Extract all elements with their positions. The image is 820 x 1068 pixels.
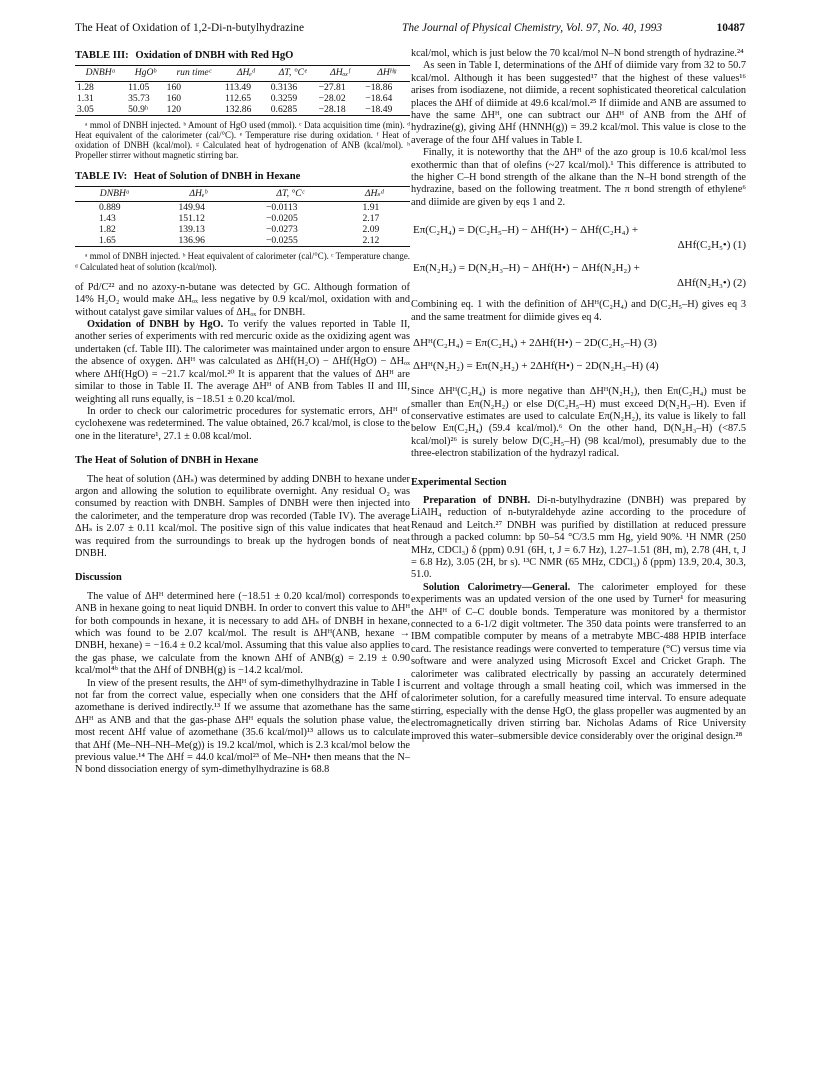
table4-label: TABLE IV: xyxy=(75,170,128,182)
table-cell: 112.65 xyxy=(225,92,252,104)
paragraph-text: The calorimeter employed for these experiments was an updated version of the one used by Turner¹ for measuring the ΔHᴴ of C–C double bonds. Temperature was monitored by a thermistor connected to a 6-1/2 digit voltmeter. The 350 data points were transferred to an IBM compatible computer by means of a metrabyte MBC-488 HPIB interface card. The resistance readings were converted to temperature (°C) versus time via software and were analyzed using Microsoft Excel and Cricket Graph. The calorimeter was calibrated electrically by passing an accurately determined current and voltage through a small heating coil, which was immersed in the calorimeter solution, for a carefully measured time interval. To ensure adequate stirring, especially with the dense HgO, the glass propeller was augmented by an electromagnetically driven stirring bar. Nicholas Adams of Rice University improved this water–submersible device considerably over the original design.²⁸ xyxy=(411,581,746,742)
runin-heading: Oxidation of DNBH by HgO. xyxy=(87,319,224,331)
table-row xyxy=(75,93,410,104)
equation-line: Eπ(C₂H₄) = D(C₂H₅–H) − ΔHf(H•) − ΔHf(C₂H₄) + xyxy=(413,224,639,237)
table-cell: 0.3136 xyxy=(270,81,298,93)
equation-line: ΔHf(C₂H₅•) (1) xyxy=(677,239,746,252)
table3-header: HgOᵇ xyxy=(126,66,165,81)
table-cell: −18.49 xyxy=(363,104,410,116)
table4-header: DNBHᵃ xyxy=(75,187,154,202)
table3-header: ΔHₑᵈ xyxy=(223,66,269,81)
table-cell: 120 xyxy=(165,104,223,116)
body-paragraph: Finally, it is noteworthy that the ΔHᴴ of the azo group is 10.6 kcal/mol less exothermic than that of olefins (~27 kcal/mol).¹ This difference is attributed to the higher C–H bond strength of the alkane than the N–H bond strength of the hydrazine, based on the following treatment. The π bond strength of ethylene⁶ and diimide are given by eqs 1 and 2. xyxy=(411,147,746,208)
table-cell: −0.0255 xyxy=(242,235,339,247)
table3-title xyxy=(75,50,410,62)
table-cell: −27.81 xyxy=(318,81,346,93)
body-paragraph: The value of ΔHᴴ determined here (−18.51 ± 0.20 kcal/mol) corresponds to ANB in hexane going to neat liquid DNBH. In order to convert this value to ΔHᴴ for both compounds in hexane, it is necessary to add ΔHₛ of DNBH in hexane, which was found to be 2.07 kcal/mol. The result is ΔHᴴ(ANB, hexane → DNBH, hexane) = −16.4 ± 0.2 kcal/mol. Assuming that this value also applies to the gas phase, we calculate from the known ΔHf of ANB(g) = 2.19 ± 0.90 kcal/mol⁴ᵇ that the ΔHf of DNBH(g) is −14.2 kcal/mol. xyxy=(75,590,410,677)
table-row xyxy=(75,81,410,93)
body-paragraph: In order to check our calorimetric procedures for systematic errors, ΔHᴴ of cyclohexene was redetermined. The value obtained, 26.7 kcal/mol, is close to the one in the literature¹, 27.1 ± 0.08 kcal/mol. xyxy=(75,405,410,442)
table3-header: run timeᶜ xyxy=(165,66,223,81)
table-cell: 149.94 xyxy=(178,202,205,214)
equation-2 xyxy=(411,261,746,291)
paragraph-text: To verify the values reported in Table II, another series of experiments with red mercuric oxide as the oxidizing agent was undertaken (cf. Table III). The calorimeter was maintained under argon to ensure the absence of oxygen. ΔHᴴ was calculated as ΔHf(H₂O) − ΔHf(HgO) − ΔHₒₓ where ΔHf(HgO) = −21.7 kcal/mol.²⁰ It is apparent that the values of ΔHᴴ are similar to those in Table II. The average ΔHᴴ of ANB from Tables II and III, weighting all runs equally, is −18.51 ± 0.20 kcal/mol. xyxy=(75,319,410,405)
table-cell: −18.64 xyxy=(365,92,393,104)
table-cell: 160 xyxy=(166,92,182,104)
table3-header: DNBHᵃ xyxy=(75,66,126,81)
table-cell: 132.86 xyxy=(223,104,269,116)
table4 xyxy=(75,186,410,247)
right-column xyxy=(411,48,746,743)
table-cell: −28.02 xyxy=(318,92,346,104)
table-cell: 35.73 xyxy=(128,92,150,104)
section-heading: The Heat of Solution of DNBH in Hexane xyxy=(75,455,259,467)
body-paragraph: Since ΔHᴴ(C₂H₄) is more negative than ΔHᴴ(N₂H₂), then Eπ(C₂H₄) must be smaller than Eπ(N₂H₂) or else D(C₂H₅–H) must exceed D(N₂H₃–H). Even if conservative estimates are used to calculate Eπ(N₂H₂), its value is likely to fall below Eπ(C₂H₄) (59.4 kcal/mol).⁶ On the other hand, D(N₂H₃–H) (<87.5 kcal/mol)²⁶ is surely below D(C₂H₅–H) (98 kcal/mol), presumably due to the three-electron stabilization of the hydrazyl radical. xyxy=(411,386,746,460)
runin-heading: Preparation of DNBH. xyxy=(423,494,531,506)
table3 xyxy=(75,65,410,115)
section-heading: Discussion xyxy=(75,572,122,584)
table-cell: 0.3259 xyxy=(270,92,298,104)
table-cell: −0.0113 xyxy=(265,202,298,214)
table-cell: 50.9ʰ xyxy=(126,104,165,116)
table-row xyxy=(75,224,410,235)
table-cell: 11.05 xyxy=(128,81,150,93)
equation-3 xyxy=(411,336,746,351)
table-cell: −0.0205 xyxy=(265,213,298,225)
table3-header: ΔHₒₓᶠ xyxy=(317,66,364,81)
table-row xyxy=(75,202,410,214)
body-paragraph: of Pd/C²² and no azoxy-n-butane was detected by GC. Although formation of 14% H₂O₂ would make ΔHₒₓ less negative by 0.9 kcal/mol, oxidation with and without catalyst gave similar values of ΔHₒₓ for DNBH. xyxy=(75,281,410,318)
table-cell: 136.96 xyxy=(154,235,242,247)
table-cell: 1.65 xyxy=(75,235,154,247)
left-column xyxy=(75,48,410,777)
table-cell: 151.12 xyxy=(178,213,205,225)
table4-header: ΔHₛᵈ xyxy=(339,187,411,202)
table3-footnote: ᵃ mmol of DNBH injected. ᵇ Amount of HgO used (mmol). ᶜ Data acquisition time (min). ᵈ Heat equivalent of the calorimeter (cal/°C). ᵉ Temperature rise during oxidation. ᶠ Heat of oxidation of DNBH (kcal/mol). ᵍ Calculated heat of hydrogenation of ANB (kcal/mol). ʰ Propeller stirrer without magnetic stirring bar. xyxy=(75,119,410,161)
table-cell: 1.91 xyxy=(362,202,380,214)
table-cell: 3.05 xyxy=(75,104,126,116)
runin-heading: Solution Calorimetry—General. xyxy=(423,581,571,593)
table-cell: 1.82 xyxy=(99,224,116,236)
table-cell: 2.12 xyxy=(339,235,411,247)
table3-header: ΔT, °Cᵉ xyxy=(269,66,317,81)
body-paragraph xyxy=(411,495,746,582)
table4-caption: Heat of Solution of DNBH in Hexane xyxy=(133,170,301,182)
table-cell: 0.889 xyxy=(99,202,121,214)
table3-header: ΔHᴴᵍ xyxy=(363,66,410,81)
table3-label: TABLE III: xyxy=(75,50,129,61)
table-row xyxy=(75,235,410,247)
table-cell: 2.09 xyxy=(362,224,380,236)
body-paragraph xyxy=(411,582,746,743)
paragraph-text: Di-n-butylhydrazine (DNBH) was prepared by LiAlH₄ reduction of n-butyraldehyde azine according to the procedure of Renaud and Leitch.²⁷ DNBH was purified by distillation at reduced pressure through a packed column: bp 50–54 °C/3.5 mm Hg, yield 90%. ¹H NMR (250 MHz, CDCl₃) δ (ppm) 0.91 (6H, t, J = 6.7 Hz), 1.27–1.51 (8H, m), 2.78 (4H, t, J = 6.8 Hz), 3.05 (2H, br s). ¹³C NMR (65 MHz, CDCl₃) δ (ppm) 13.9, 20.4, 30.3, 51.0. xyxy=(411,494,747,581)
body-paragraph: In view of the present results, the ΔHᴴ of sym-dimethylhydrazine in Table I is not far from the correct value, especially when one considers that the ΔHf of azomethane is derived indirectly.¹³ If we assume that azomethane has the same ΔHᴴ as ANB and that the gas-phase ΔHᴴ equals the solution phase value, the most recent ΔHf value of azomethane (35.6 kcal/mol)¹³ allows us to calculate that ΔHf (Me–NH–NH–Me(g)) is 19.2 kcal/mol, which is 2.3 kcal/mol below the previous value.¹⁴ The ΔHf = 44.0 kcal/mol²³ of Me–NH• then means that the N–N bond dissociation energy of sym-dimethylhydrazine is 68.8 xyxy=(75,677,410,776)
equation-1 xyxy=(411,223,746,253)
section-heading: Experimental Section xyxy=(411,476,507,488)
table4-header: ΔHₑᵇ xyxy=(154,187,242,202)
table3-caption: Oxidation of DNBH with Red HgO xyxy=(135,50,294,61)
table-row xyxy=(75,213,410,224)
equation-line: ΔHᴴ(N₂H₂) = Eπ(N₂H₂) + 2ΔHf(H•) − 2D(N₂H₃–H) (4) xyxy=(413,360,659,373)
equation-line: ΔHf(N₂H₃•) (2) xyxy=(677,277,746,290)
header-page-number: 10487 xyxy=(716,22,745,34)
table4-title xyxy=(75,171,410,183)
table4-footnote: ᵃ mmol of DNBH injected. ᵇ Heat equivalent of calorimeter (cal/°C). ᶜ Temperature change. ᵈ Calculated heat of solution (kcal/mol). xyxy=(75,251,410,272)
table4-header: ΔT, °Cᶜ xyxy=(242,187,339,202)
equation-line: ΔHᴴ(C₂H₄) = Eπ(C₂H₄) + 2ΔHf(H•) − 2D(C₂H₅–H) (3) xyxy=(413,337,657,350)
body-paragraph: As seen in Table I, determinations of the ΔHf of diimide vary from 32 to 50.7 kcal/mol. Although it has been suggested¹⁷ that the highest of these values¹⁶ arises from isodiazene, not diimide, a recent sophisticated theoretical calculation places the ΔHf of diimide at 49.6 kcal/mol.²⁵ If diimide and ANB are assumed to have the same ΔHᴴ, one can subtract our ΔHᴴ of ANB from the ΔHf of hydrazine(g), giving ΔHf (HNNH(g)) = 39.2 kcal/mol. This value is close to the average of the four ΔHf values in Table I. xyxy=(411,60,746,146)
body-paragraph xyxy=(75,319,410,406)
equation-line: Eπ(N₂H₂) = D(N₂H₃–H) − ΔHf(H•) − ΔHf(N₂H₂) + xyxy=(413,262,640,275)
body-paragraph: The heat of solution (ΔHₛ) was determined by adding DNBH to hexane under argon and allowing the solution to equilibrate overnight. Any residual O₂ was consumed by reaction with DNBH. Samples of DNBH were then injected into the calorimeter, and the temperature drop was recorded (Table IV). The average ΔHₛ is 2.07 ± 0.11 kcal/mol. The positive sign of this value indicates that heat was required from the surroundings to break up the hydrogen bonds of neat DNBH. xyxy=(75,473,410,559)
table-cell: 139.13 xyxy=(178,224,205,236)
body-paragraph: kcal/mol, which is just below the 70 kcal/mol N–N bond strength of hydrazine.²⁴ xyxy=(411,48,744,59)
table-cell: −18.86 xyxy=(365,81,393,93)
table-cell: −28.18 xyxy=(317,104,364,116)
table-cell: 160 xyxy=(166,81,182,93)
table-cell: 113.49 xyxy=(225,81,252,93)
table-cell: 0.6285 xyxy=(269,104,317,116)
table-cell: 1.31 xyxy=(77,92,94,104)
header-journal-citation: The Journal of Physical Chemistry, Vol. 97, No. 40, 1993 xyxy=(402,22,663,34)
running-header xyxy=(75,22,745,38)
table-cell: 1.43 xyxy=(99,213,116,225)
table-cell: 2.17 xyxy=(362,213,380,225)
table-cell: −0.0273 xyxy=(265,224,298,236)
header-article-title: The Heat of Oxidation of 1,2-Di-n-butylhydrazine xyxy=(75,22,305,34)
equation-4 xyxy=(411,359,746,374)
body-paragraph: Combining eq. 1 with the definition of ΔHᴴ(C₂H₄) and D(C₂H₅–H) gives eq 3 and the same treatment for diimide gives eq 4. xyxy=(411,299,746,323)
table-row xyxy=(75,104,410,116)
table-cell: 1.28 xyxy=(77,81,94,93)
